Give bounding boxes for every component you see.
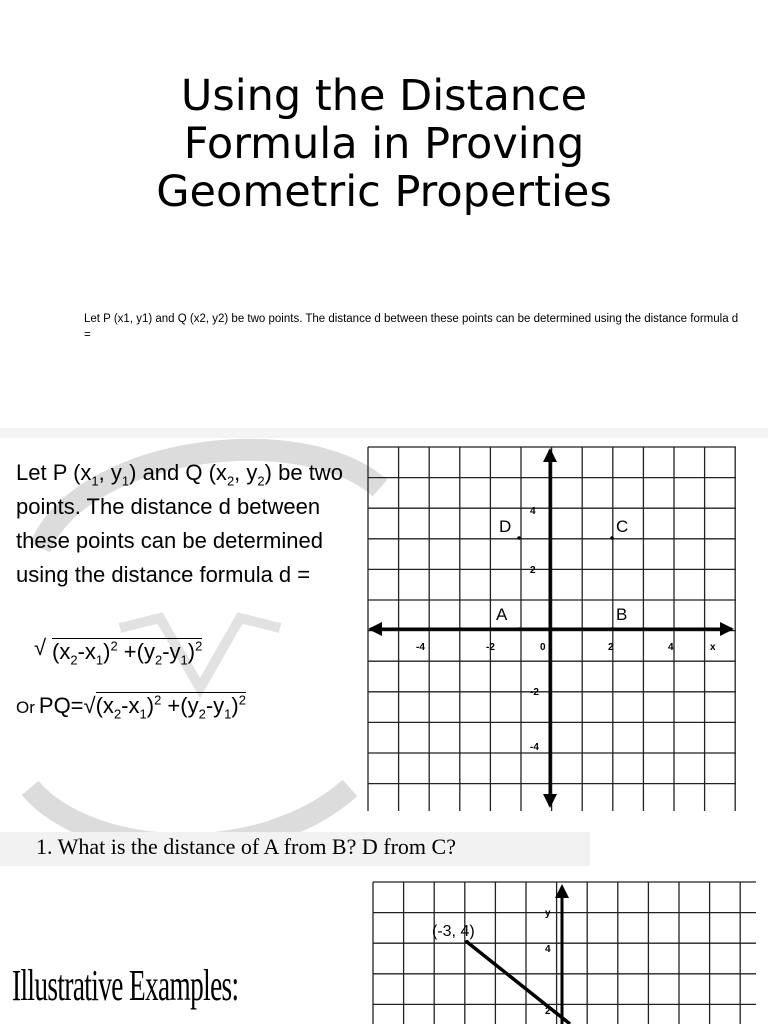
y-tick: -4 — [530, 742, 539, 753]
point-a — [517, 627, 521, 631]
f-part: (x — [95, 693, 114, 718]
f-part: PQ= — [38, 693, 84, 718]
y-axis-label: y — [545, 908, 551, 919]
f-part: +(y — [161, 693, 199, 718]
f-part: -x — [77, 639, 96, 664]
f-part: (x — [52, 639, 71, 664]
illustrative-heading: Illustrative Examples: — [12, 961, 239, 1010]
arrow-left-icon — [368, 622, 382, 636]
x-tick: -2 — [486, 642, 495, 653]
f-sub: 2 — [198, 706, 206, 722]
point-c — [610, 536, 614, 540]
point-label: (-3, 4) — [432, 923, 475, 940]
question-1: 1. What is the distance of A from B? D from C? — [36, 834, 456, 859]
def-part: , y — [234, 460, 258, 485]
f-sub: 1 — [180, 652, 188, 668]
x-axis-label: x — [710, 642, 716, 653]
def-part: , y — [98, 460, 122, 485]
arrow-right-icon — [720, 622, 734, 636]
f-sub: 2 — [70, 652, 78, 668]
y-tick: 2 — [545, 1006, 551, 1017]
f-sub: 2 — [113, 706, 122, 722]
f-sub: 1 — [95, 652, 104, 668]
f-part: ) — [187, 639, 196, 664]
label-a: A — [496, 605, 508, 624]
radical-icon: √ — [83, 693, 96, 718]
point-d — [517, 536, 521, 540]
def-sub: 1 — [91, 473, 99, 489]
x-tick: 2 — [608, 642, 614, 653]
f-sub: 2 — [154, 652, 163, 668]
f-part: +(y — [117, 639, 155, 664]
label-d: D — [499, 517, 512, 536]
point-start — [465, 940, 469, 944]
x-tick: 0 — [540, 642, 546, 653]
f-sup: 2 — [154, 692, 162, 708]
x-tick: 4 — [668, 642, 674, 653]
f-part: ) — [146, 693, 155, 718]
f-sup: 2 — [110, 638, 118, 654]
def-part: ) and Q (x — [129, 460, 227, 485]
page-title — [60, 72, 708, 216]
radical-icon: √ — [34, 635, 47, 660]
slide-image — [0, 428, 768, 1024]
label-c: C — [616, 517, 629, 536]
f-sup: 2 — [238, 692, 246, 708]
label-b: B — [616, 605, 628, 624]
def-rest: two points. The distance d between these points can be determined using the distance formula d = — [16, 460, 343, 587]
def-sub: 2 — [257, 473, 265, 489]
arrow-down-icon — [543, 794, 557, 808]
title-line-2: Formula in Proving — [183, 119, 585, 169]
def-sub: 1 — [121, 473, 130, 489]
y-tick: 4 — [530, 506, 536, 517]
point-b — [610, 627, 614, 631]
y-tick: -2 — [530, 687, 539, 698]
intro-paragraph: Let P (x1, y1) and Q (x2, y2) be two points. The distance d between these points can be determined using the distance formula d = — [84, 313, 739, 341]
segment-line — [467, 942, 570, 1024]
def-sub: 2 — [226, 473, 235, 489]
title-line-3: Geometric Properties — [156, 167, 612, 217]
f-part: ) — [231, 693, 239, 718]
or-label: Or — [16, 698, 35, 717]
f-part: -y — [162, 639, 181, 664]
f-sup: 2 — [195, 638, 203, 654]
def-part: Let P (x — [16, 460, 92, 485]
f-part: ) — [103, 639, 111, 664]
f-part: -y — [205, 693, 225, 718]
f-part: -x — [121, 693, 140, 718]
y-tick: 2 — [530, 565, 536, 576]
x-tick: -4 — [416, 642, 425, 653]
f-sub: 1 — [139, 706, 147, 722]
def-part: ) be — [264, 460, 303, 485]
f-sub: 1 — [224, 706, 232, 722]
coordinate-grid-1 — [0, 428, 768, 1024]
y-tick: 4 — [545, 944, 551, 955]
title-line-1: Using the Distance — [180, 71, 588, 121]
arrow-up-icon — [543, 448, 557, 462]
